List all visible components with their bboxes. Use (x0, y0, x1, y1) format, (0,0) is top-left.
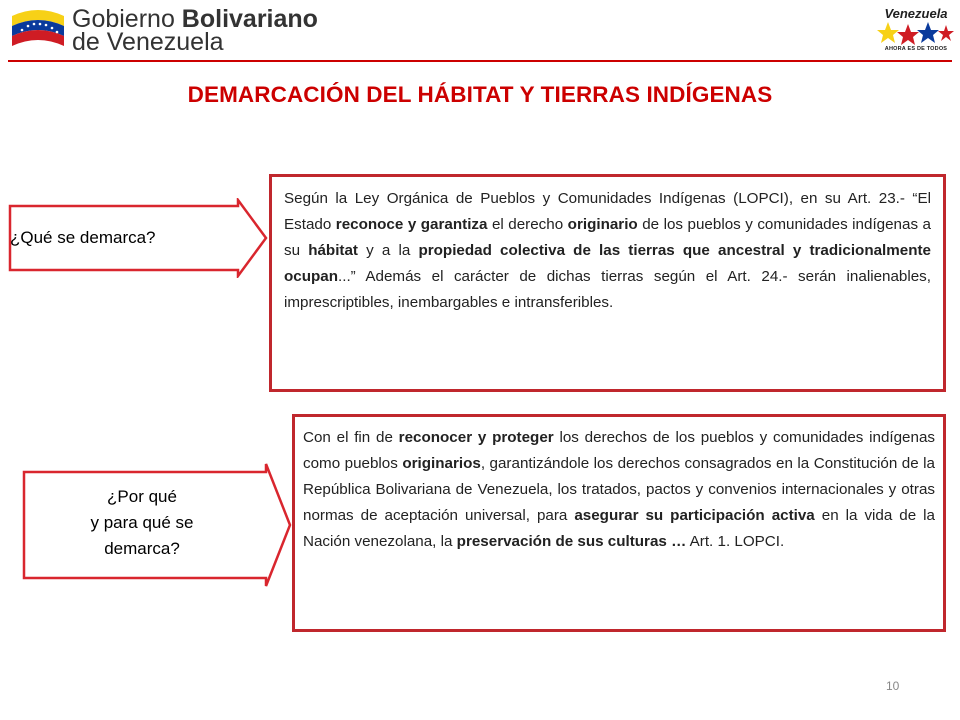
body-text: de los pueblos y comunidades indígenas a su (284, 216, 931, 259)
question-why-line-3: demarca? (104, 539, 180, 558)
gov-name-prefix: Gobierno (72, 5, 182, 33)
answer-box-what (269, 174, 946, 392)
emphasis-text: originario (567, 216, 638, 233)
emphasis-text: reconoce y garantiza (335, 216, 488, 233)
gov-name-line2: de Venezuela (72, 28, 224, 56)
question-why (52, 484, 232, 562)
page-number: 10 (886, 679, 900, 693)
emphasis-text: hábitat (308, 242, 358, 259)
body-text: en la vida de la Nación venezolana, la (303, 507, 935, 550)
header (0, 0, 960, 62)
stars-logo-icon (876, 20, 956, 48)
question-what: ¿Qué se demarca? (10, 228, 156, 247)
emphasis-text: asegurar su participación activa (574, 507, 815, 524)
body-text: Según la Ley Orgánica de Pueblos y Comunidades Indígenas (LOPCI), en su Art. 23.- “El Estado (284, 190, 931, 233)
question-why-line-2: y para qué se (90, 513, 194, 532)
header-divider (8, 60, 952, 62)
answer-box-why (292, 414, 946, 632)
body-text: Art. 1. LOPCI. (686, 533, 785, 550)
emphasis-text: originarios (402, 455, 481, 472)
question-why-line-1: ¿Por qué (107, 487, 177, 506)
emphasis-text: propiedad colectiva de las tierras que ancestral y tradicionalmente ocupan (284, 242, 931, 285)
emphasis-text: reconocer y proteger (398, 429, 554, 446)
body-text: los derechos de los pueblos y comunidades indígenas como pueblos (303, 429, 935, 472)
emphasis-text: preservación de sus culturas … (456, 533, 687, 550)
venezuela-logo-word: Venezuela (884, 6, 948, 21)
venezuela-flag-logo-icon (8, 6, 68, 54)
question-arrow-1 (8, 198, 270, 278)
body-text: ...” Además el carácter de dichas tierras según el Art. 24.- serán inalienables, imprescriptibles, inembargables e intransferibles. (284, 268, 931, 311)
question-arrow-2 (22, 462, 294, 588)
body-text: Con el fin de (303, 429, 399, 446)
venezuela-campaign-logo (876, 6, 956, 58)
gov-name-bold: Bolivariano (181, 5, 318, 33)
body-text: el derecho (487, 216, 568, 233)
body-text: , garantizándole los derechos consagrados en la Constitución de la República Bolivariana de Venezuela, los tratados, pactos y convenios internacionales y otras normas de aceptación universal, para (303, 455, 936, 524)
government-name (72, 5, 318, 56)
venezuela-logo-slogan: AHORA ES DE TODOS (884, 46, 948, 52)
page-title: DEMARCACIÓN DEL HÁBITAT Y TIERRAS INDÍGENAS (187, 82, 773, 107)
body-text: y a la (358, 242, 419, 259)
